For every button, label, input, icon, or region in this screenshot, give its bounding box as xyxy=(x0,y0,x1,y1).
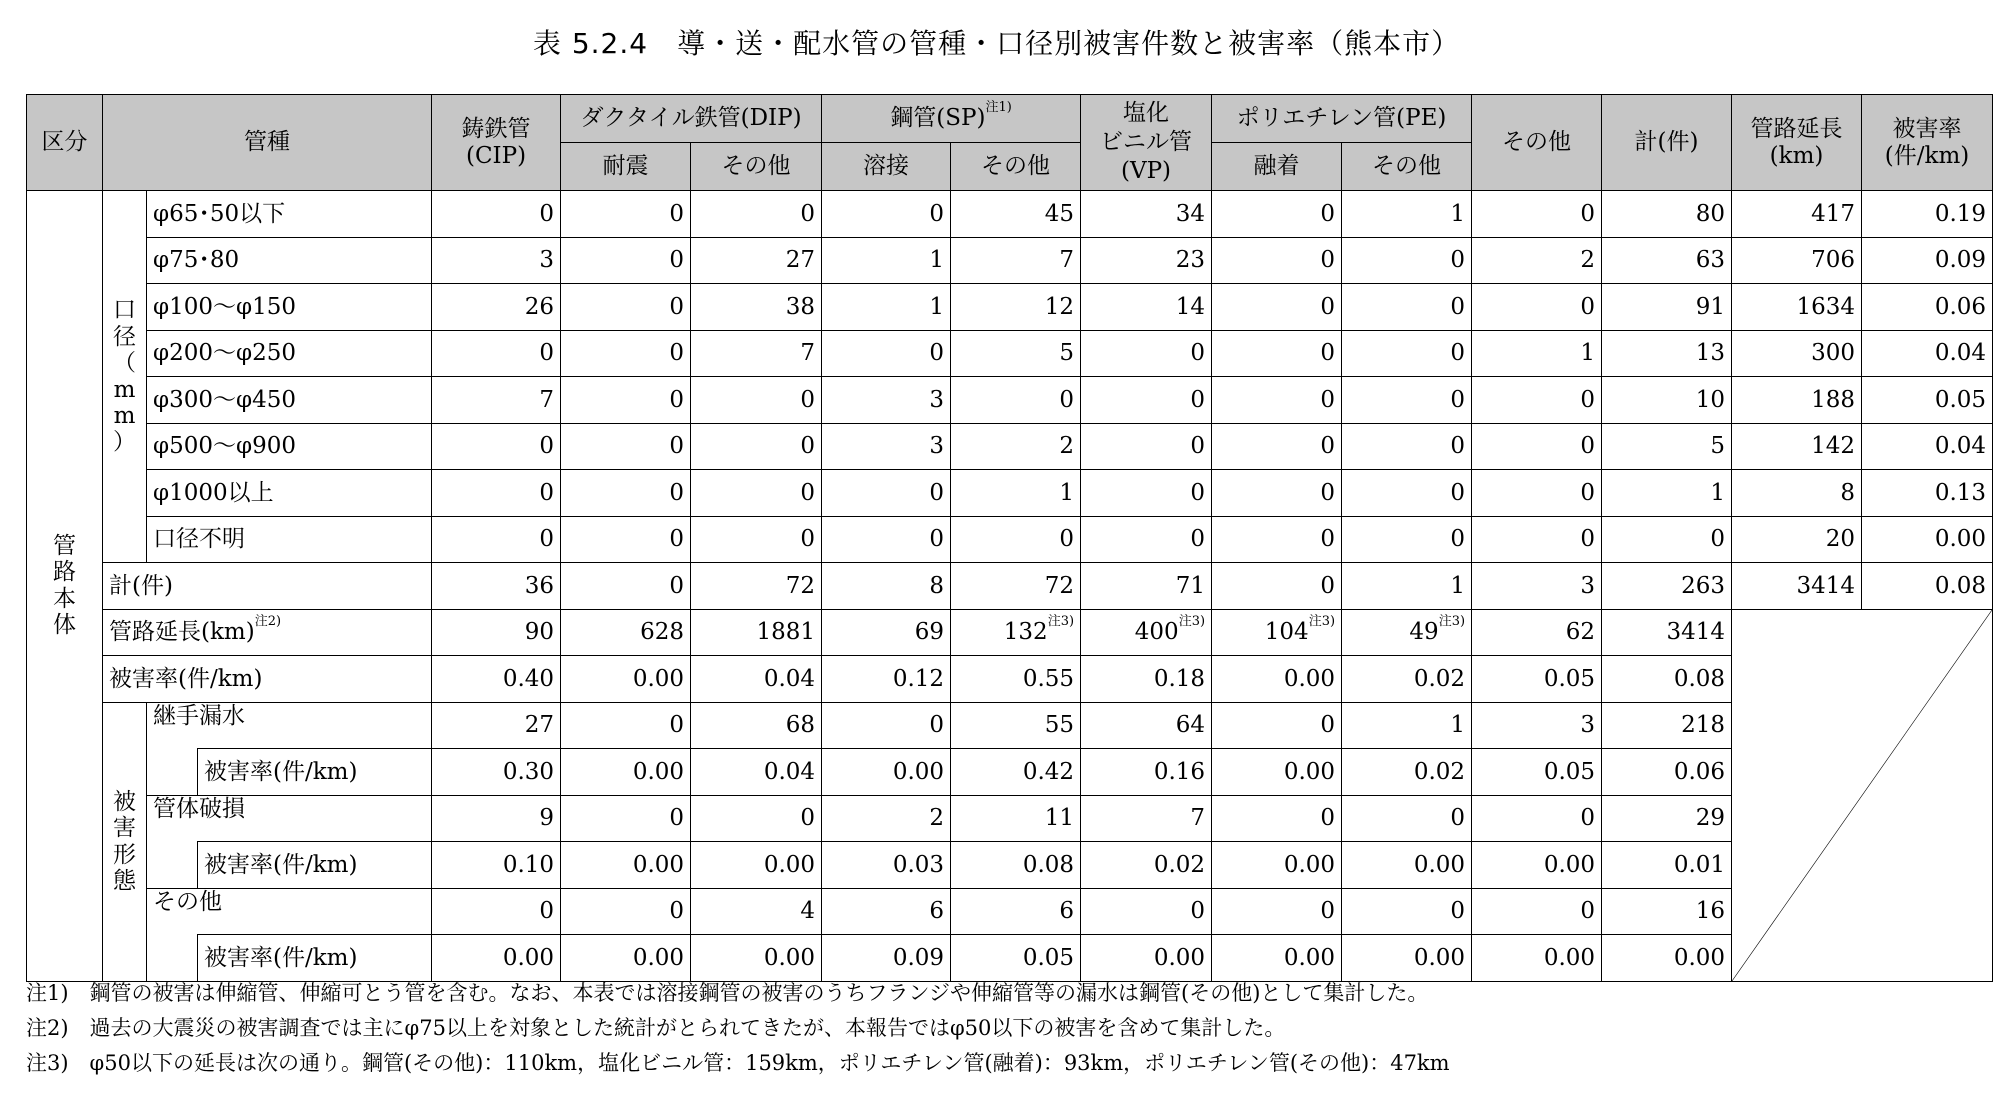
value-cell: 0.00 xyxy=(1212,842,1342,889)
row-label-damage-rate: 被害率(件/km) xyxy=(198,749,432,796)
value-cell: 3 xyxy=(822,423,951,470)
value-cell: 300 xyxy=(1732,330,1862,377)
header-sp-yousetsu: 溶接 xyxy=(822,143,951,191)
header-total: 計(件) xyxy=(1602,95,1732,191)
table-row xyxy=(27,377,1993,424)
value-cell: 0.40 xyxy=(432,656,561,703)
row-label-damage-type: 管体破損 xyxy=(147,795,432,842)
value-cell: 8 xyxy=(1732,470,1862,517)
table-row xyxy=(27,842,1993,889)
value-cell: 9 xyxy=(432,795,561,842)
value-cell: 0.00 xyxy=(1472,935,1602,982)
value-cell: 0 xyxy=(822,702,951,749)
value-text: 90 xyxy=(524,619,555,646)
value-cell xyxy=(1602,609,1732,656)
value-cell: 4 xyxy=(691,888,822,935)
note-mark: 注3) xyxy=(1178,614,1206,630)
row-label-rate: 被害率(件/km) xyxy=(103,656,432,703)
value-cell: 0 xyxy=(561,377,691,424)
value-cell: 0.19 xyxy=(1862,191,1993,238)
value-cell: 20 xyxy=(1732,516,1862,563)
value-cell: 0.00 xyxy=(561,749,691,796)
value-cell: 0 xyxy=(1342,888,1472,935)
value-cell: 0 xyxy=(1081,470,1212,517)
value-cell: 0 xyxy=(1472,423,1602,470)
value-cell: 0 xyxy=(561,423,691,470)
value-cell: 0.12 xyxy=(822,656,951,703)
vertical-char: 体 xyxy=(53,612,76,639)
value-text: 132 xyxy=(1003,619,1048,646)
value-cell: 0 xyxy=(432,470,561,517)
value-cell: 0.04 xyxy=(1862,423,1993,470)
value-cell: 64 xyxy=(1081,702,1212,749)
value-cell: 72 xyxy=(691,563,822,610)
value-cell: 417 xyxy=(1732,191,1862,238)
value-text: 1881 xyxy=(756,619,816,646)
value-cell: 0 xyxy=(1081,423,1212,470)
value-cell: 7 xyxy=(691,330,822,377)
value-cell: 5 xyxy=(1602,423,1732,470)
value-cell: 0 xyxy=(1212,888,1342,935)
row-label-damage-type: 継手漏水 xyxy=(147,702,432,749)
value-cell: 0 xyxy=(432,423,561,470)
value-cell: 10 xyxy=(1602,377,1732,424)
value-cell: 0 xyxy=(691,795,822,842)
value-cell: 0 xyxy=(822,470,951,517)
value-cell: 27 xyxy=(432,702,561,749)
value-cell: 0 xyxy=(1212,795,1342,842)
value-cell: 0 xyxy=(561,702,691,749)
table-row xyxy=(27,237,1993,284)
value-cell: 7 xyxy=(951,237,1081,284)
value-cell: 0.00 xyxy=(691,842,822,889)
value-cell: 0.04 xyxy=(691,656,822,703)
value-text: 104 xyxy=(1264,619,1309,646)
value-text: 49 xyxy=(1409,619,1439,646)
vertical-char: 被 xyxy=(113,788,136,815)
table-row xyxy=(27,749,1993,796)
value-cell: 0 xyxy=(1342,423,1472,470)
value-text: 62 xyxy=(1565,619,1596,646)
value-cell: 27 xyxy=(691,237,822,284)
value-cell: 0 xyxy=(561,284,691,331)
table-row xyxy=(27,609,1993,656)
value-cell: 2 xyxy=(1472,237,1602,284)
value-cell: 0 xyxy=(951,516,1081,563)
value-cell: 0.05 xyxy=(951,935,1081,982)
value-cell: 0.09 xyxy=(822,935,951,982)
value-cell: 0.00 xyxy=(561,842,691,889)
value-cell: 188 xyxy=(1732,377,1862,424)
value-cell: 0 xyxy=(691,470,822,517)
group-kanro-hontai xyxy=(27,191,103,982)
value-cell: 0 xyxy=(561,330,691,377)
header-dip: ダクタイル鉄管(DIP) xyxy=(561,95,822,143)
value-cell: 0 xyxy=(951,377,1081,424)
indent-cell xyxy=(147,842,198,889)
value-cell: 0.06 xyxy=(1602,749,1732,796)
header-dip-taishin: 耐震 xyxy=(561,143,691,191)
vertical-char: 害 xyxy=(113,815,136,842)
value-cell: 0 xyxy=(1472,377,1602,424)
row-label: φ1000以上 xyxy=(147,470,432,517)
value-cell: 0 xyxy=(1081,330,1212,377)
value-cell: 23 xyxy=(1081,237,1212,284)
row-label: φ300～φ450 xyxy=(147,377,432,424)
header-dip-other: その他 xyxy=(691,143,822,191)
value-cell: 0.01 xyxy=(1602,842,1732,889)
value-cell: 0 xyxy=(1342,516,1472,563)
value-cell xyxy=(822,609,951,656)
value-cell: 0 xyxy=(1212,284,1342,331)
value-cell: 0.03 xyxy=(822,842,951,889)
value-cell: 218 xyxy=(1602,702,1732,749)
value-cell: 0 xyxy=(691,516,822,563)
value-cell xyxy=(691,609,822,656)
value-cell: 0 xyxy=(1472,888,1602,935)
footnote-1: 注1) 鋼管の被害は伸縮管、伸縮可とう管を含む。なお、本表では溶接鋼管の被害のうちフランジや伸縮管等の漏水は鋼管(その他)として集計した。 xyxy=(26,981,1429,1005)
header-rate: 被害率 (件/km) xyxy=(1862,95,1993,191)
value-cell: 0 xyxy=(1212,516,1342,563)
note-mark: 注3) xyxy=(1308,614,1336,630)
value-cell: 3 xyxy=(432,237,561,284)
value-cell: 0 xyxy=(1342,795,1472,842)
value-cell: 0.00 xyxy=(1212,935,1342,982)
table-row xyxy=(27,563,1993,610)
vertical-char: 態 xyxy=(113,867,136,894)
value-cell: 0 xyxy=(1081,888,1212,935)
value-cell: 7 xyxy=(432,377,561,424)
value-cell: 0 xyxy=(561,470,691,517)
damage-table xyxy=(26,94,1993,982)
value-cell: 0.08 xyxy=(1602,656,1732,703)
value-cell xyxy=(1081,609,1212,656)
table-row xyxy=(27,656,1993,703)
value-cell: 36 xyxy=(432,563,561,610)
header-other: その他 xyxy=(1472,95,1602,191)
value-cell: 0.00 xyxy=(1342,842,1472,889)
value-cell: 0 xyxy=(1472,795,1602,842)
value-cell: 0.06 xyxy=(1862,284,1993,331)
value-text: 3414 xyxy=(1666,619,1726,646)
value-cell: 0 xyxy=(1212,377,1342,424)
value-cell: 1 xyxy=(1602,470,1732,517)
value-cell: 0.00 xyxy=(1602,935,1732,982)
table-row xyxy=(27,284,1993,331)
value-cell: 0 xyxy=(1212,563,1342,610)
value-cell: 0 xyxy=(1472,516,1602,563)
value-cell: 0.02 xyxy=(1081,842,1212,889)
vertical-char: 形 xyxy=(113,841,136,868)
vertical-char: 径 xyxy=(113,323,136,350)
value-cell: 0 xyxy=(1212,330,1342,377)
value-cell: 0 xyxy=(1342,330,1472,377)
table-row xyxy=(27,470,1993,517)
row-label-damage-rate: 被害率(件/km) xyxy=(198,935,432,982)
value-cell: 2 xyxy=(822,795,951,842)
value-cell: 5 xyxy=(951,330,1081,377)
header-pe-other: その他 xyxy=(1342,143,1472,191)
value-cell: 0.05 xyxy=(1472,656,1602,703)
value-cell xyxy=(1342,609,1472,656)
value-cell: 72 xyxy=(951,563,1081,610)
value-cell: 3 xyxy=(1472,563,1602,610)
value-cell: 26 xyxy=(432,284,561,331)
value-cell: 1 xyxy=(951,470,1081,517)
value-cell: 38 xyxy=(691,284,822,331)
value-cell: 0 xyxy=(432,191,561,238)
row-label-length xyxy=(103,609,432,656)
value-cell: 0.13 xyxy=(1862,470,1993,517)
value-cell: 0 xyxy=(432,888,561,935)
table-row xyxy=(27,702,1993,749)
value-cell xyxy=(951,609,1081,656)
table-row xyxy=(27,330,1993,377)
value-cell: 13 xyxy=(1602,330,1732,377)
value-cell: 0.10 xyxy=(432,842,561,889)
value-cell: 71 xyxy=(1081,563,1212,610)
value-cell: 2 xyxy=(951,423,1081,470)
value-text: 628 xyxy=(640,619,685,646)
value-cell: 0.00 xyxy=(1081,935,1212,982)
value-cell: 0.05 xyxy=(1862,377,1993,424)
value-cell: 0 xyxy=(432,330,561,377)
value-cell: 0.02 xyxy=(1342,749,1472,796)
value-cell: 12 xyxy=(951,284,1081,331)
header-cip: 鋳鉄管 (CIP) xyxy=(432,95,561,191)
indent-cell xyxy=(147,935,198,982)
value-cell: 263 xyxy=(1602,563,1732,610)
value-text: 69 xyxy=(914,619,945,646)
value-cell: 0 xyxy=(561,563,691,610)
value-cell: 0 xyxy=(561,795,691,842)
group-higai-keitai xyxy=(103,702,147,981)
value-cell: 34 xyxy=(1081,191,1212,238)
value-cell: 0.04 xyxy=(691,749,822,796)
value-cell xyxy=(1472,609,1602,656)
value-cell: 0 xyxy=(1342,470,1472,517)
value-cell: 16 xyxy=(1602,888,1732,935)
row-label-total: 計(件) xyxy=(103,563,432,610)
value-cell: 0.16 xyxy=(1081,749,1212,796)
header-sp: 鋼管(SP)$^{注1)}$ xyxy=(822,95,1081,143)
value-cell: 63 xyxy=(1602,237,1732,284)
row-label-damage-rate: 被害率(件/km) xyxy=(198,842,432,889)
value-cell: 0 xyxy=(1342,377,1472,424)
value-cell: 0 xyxy=(1212,191,1342,238)
value-cell: 0.00 xyxy=(1862,516,1993,563)
value-cell: 1 xyxy=(1472,330,1602,377)
value-cell: 3 xyxy=(1472,702,1602,749)
value-cell: 55 xyxy=(951,702,1081,749)
value-cell: 0 xyxy=(1342,237,1472,284)
value-cell: 0 xyxy=(691,423,822,470)
value-cell: 1 xyxy=(1342,702,1472,749)
value-cell: 3 xyxy=(822,377,951,424)
footnotes xyxy=(26,976,1972,1081)
value-cell: 14 xyxy=(1081,284,1212,331)
value-cell: 0 xyxy=(691,377,822,424)
value-cell: 11 xyxy=(951,795,1081,842)
label-text: 管路延長(km) xyxy=(109,619,255,646)
indent-cell xyxy=(147,749,198,796)
value-cell xyxy=(561,609,691,656)
vertical-char: 管 xyxy=(53,532,76,559)
value-cell: 0 xyxy=(822,191,951,238)
value-cell xyxy=(1212,609,1342,656)
value-cell: 1634 xyxy=(1732,284,1862,331)
row-label: φ65･50以下 xyxy=(147,191,432,238)
value-cell: 0.02 xyxy=(1342,656,1472,703)
vertical-char: m xyxy=(113,376,136,403)
value-cell: 0 xyxy=(1342,284,1472,331)
value-cell: 0.55 xyxy=(951,656,1081,703)
value-cell: 0.00 xyxy=(1472,842,1602,889)
value-cell: 0 xyxy=(561,888,691,935)
row-label: φ200～φ250 xyxy=(147,330,432,377)
value-cell: 0.09 xyxy=(1862,237,1993,284)
value-cell: 0.18 xyxy=(1081,656,1212,703)
note-mark: 注3) xyxy=(1047,614,1075,630)
value-cell: 0 xyxy=(1212,470,1342,517)
value-cell: 0.00 xyxy=(1212,656,1342,703)
table-row xyxy=(27,888,1993,935)
value-cell: 0.00 xyxy=(1342,935,1472,982)
footnote-2: 注2) 過去の大震災の被害調査では主にφ75以上を対象とした統計がとられてきたが、本報告ではφ50以下の被害を含めて集計した。 xyxy=(26,1016,1286,1040)
header-vp: 塩化 ビニル管 (VP) xyxy=(1081,95,1212,191)
value-cell: 1 xyxy=(822,237,951,284)
value-cell: 0 xyxy=(1081,377,1212,424)
value-cell: 0.04 xyxy=(1862,330,1993,377)
value-cell: 0.00 xyxy=(432,935,561,982)
header-sp-other: その他 xyxy=(951,143,1081,191)
value-cell: 80 xyxy=(1602,191,1732,238)
value-cell: 45 xyxy=(951,191,1081,238)
value-cell: 68 xyxy=(691,702,822,749)
value-cell: 0.00 xyxy=(561,656,691,703)
value-cell: 0 xyxy=(822,330,951,377)
vertical-char: ） xyxy=(113,429,136,456)
value-cell: 0 xyxy=(1472,284,1602,331)
footnote-3: 注3) φ50以下の延長は次の通り。鋼管(その他)：110km，塩化ビニル管：159km，ポリエチレン管(融着)：93km，ポリエチレン管(その他)：47km xyxy=(26,1051,1450,1075)
vertical-char: m xyxy=(113,402,136,429)
header-kanshu: 管種 xyxy=(103,95,432,191)
note-mark: 注3) xyxy=(1438,614,1466,630)
value-cell: 0 xyxy=(1081,516,1212,563)
value-cell: 0 xyxy=(1472,191,1602,238)
value-cell xyxy=(432,609,561,656)
row-label: φ75･80 xyxy=(147,237,432,284)
value-cell: 0 xyxy=(1602,516,1732,563)
value-cell: 0.00 xyxy=(691,935,822,982)
row-label: φ500～φ900 xyxy=(147,423,432,470)
table-row xyxy=(27,935,1993,982)
value-cell: 0 xyxy=(822,516,951,563)
vertical-char: 口 xyxy=(113,297,136,324)
vertical-char: （ xyxy=(113,350,136,377)
table-row xyxy=(27,795,1993,842)
row-label: φ100～φ150 xyxy=(147,284,432,331)
value-cell: 0 xyxy=(561,516,691,563)
value-cell: 6 xyxy=(822,888,951,935)
value-cell: 0.00 xyxy=(561,935,691,982)
value-cell: 1 xyxy=(822,284,951,331)
group-kokei xyxy=(103,191,147,563)
empty-diagonal-cell xyxy=(1732,609,1993,981)
value-cell: 0 xyxy=(1212,423,1342,470)
table-row xyxy=(27,191,1993,238)
table-row xyxy=(27,423,1993,470)
value-cell: 0.00 xyxy=(822,749,951,796)
value-cell: 3414 xyxy=(1732,563,1862,610)
value-cell: 0.00 xyxy=(1212,749,1342,796)
note-mark: 注2) xyxy=(254,614,282,630)
value-cell: 0 xyxy=(432,516,561,563)
header-pe: ポリエチレン管(PE) xyxy=(1212,95,1472,143)
row-label: 口径不明 xyxy=(147,516,432,563)
row-label-damage-type: その他 xyxy=(147,888,432,935)
diagonal-line xyxy=(1732,610,1992,981)
value-cell: 0 xyxy=(1212,702,1342,749)
table-row xyxy=(27,516,1993,563)
value-cell: 1 xyxy=(1342,191,1472,238)
page-title: 表 5.2.4 導・送・配水管の管種・口径別被害件数と被害率（熊本市） xyxy=(532,27,1461,60)
value-cell: 0 xyxy=(1472,470,1602,517)
vertical-char: 路 xyxy=(53,559,76,586)
value-cell: 0.05 xyxy=(1472,749,1602,796)
value-cell: 0 xyxy=(561,237,691,284)
value-cell: 7 xyxy=(1081,795,1212,842)
vertical-char: 本 xyxy=(53,585,76,612)
header-length: 管路延長 (km) xyxy=(1732,95,1862,191)
header-kubun: 区分 xyxy=(27,95,103,191)
value-cell: 142 xyxy=(1732,423,1862,470)
header-pe-yuchaku: 融着 xyxy=(1212,143,1342,191)
value-cell: 0 xyxy=(561,191,691,238)
value-cell: 29 xyxy=(1602,795,1732,842)
value-cell: 1 xyxy=(1342,563,1472,610)
value-text: 400 xyxy=(1134,619,1179,646)
value-cell: 8 xyxy=(822,563,951,610)
value-cell: 0.30 xyxy=(432,749,561,796)
value-cell: 706 xyxy=(1732,237,1862,284)
value-cell: 0.08 xyxy=(1862,563,1993,610)
value-cell: 0 xyxy=(691,191,822,238)
value-cell: 0.08 xyxy=(951,842,1081,889)
value-cell: 0.42 xyxy=(951,749,1081,796)
value-cell: 0 xyxy=(1212,237,1342,284)
value-cell: 6 xyxy=(951,888,1081,935)
value-cell: 91 xyxy=(1602,284,1732,331)
